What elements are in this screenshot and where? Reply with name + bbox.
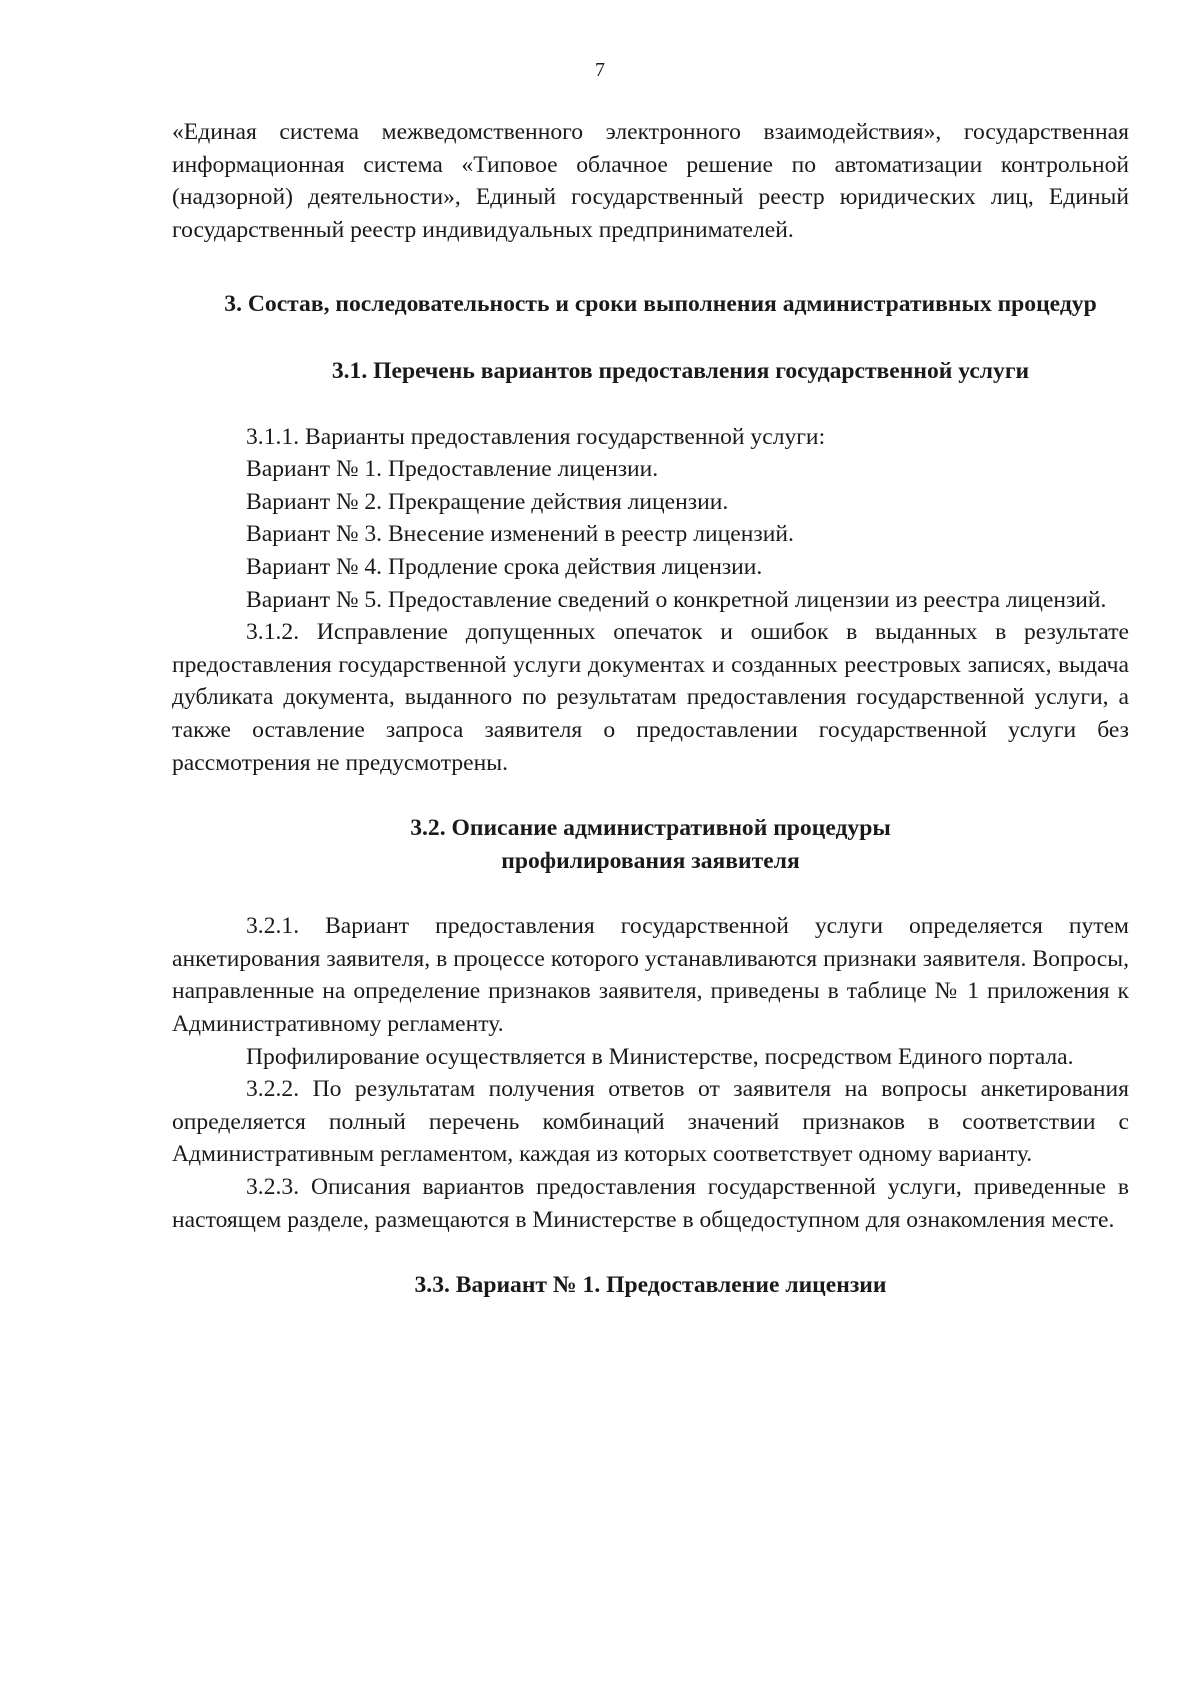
section-3-2-heading-line-2: профилирования заявителя xyxy=(501,847,800,874)
paragraph-3-2-1: 3.2.1. Вариант предоставления государственной услуги определяется путем анкетирования заявителя, в процессе которого устанавливаются признаки заявителя. Вопросы, направленные на определение признаков заявителя, приведены в таблице № 1 приложения к Административному регламенту. xyxy=(172,913,1129,1038)
page-number: 7 xyxy=(595,59,605,81)
section-3-2-heading-line-1: 3.2. Описание административной процедуры xyxy=(410,815,891,842)
document-body xyxy=(172,116,1129,1302)
paragraph-3-1-1: 3.1.1. Варианты предоставления государственной услуги: xyxy=(246,423,826,450)
variant-3-item: Вариант № 3. Внесение изменений в реестр лицензий. xyxy=(246,521,794,548)
section-3-1-heading: 3.1. Перечень вариантов предоставления государственной услуги xyxy=(331,357,1030,384)
paragraph-3-1-2: 3.1.2. Исправление допущенных опечаток и ошибок в выданных в результате предоставления государственной услуги документах и созданных реестровых записях, выдача дубликата документа, выданного по результатам предоставления государственной услуги, а также оставление запроса заявителя о предоставлении государственной услуги без рассмотрения не предусмотрены. xyxy=(172,619,1129,776)
paragraph-3-2-2: 3.2.2. По результатам получения ответов от заявителя на вопросы анкетирования определяется полный перечень комбинаций значений признаков в соответствии с Административным регламентом, каждая из которых соответствует одному варианту. xyxy=(172,1076,1129,1168)
section-3-heading: 3. Состав, последовательность и сроки выполнения административных процедур xyxy=(224,291,1097,318)
section-3-3-heading: 3.3. Вариант № 1. Предоставление лицензии xyxy=(414,1272,887,1299)
paragraph-profiling: Профилирование осуществляется в Министерстве, посредством Единого портала. xyxy=(246,1043,1074,1070)
paragraph-3-2-3: 3.2.3. Описания вариантов предоставления государственной услуги, приведенные в настоящем разделе, размещаются в Министерстве в общедоступном для ознакомления месте. xyxy=(172,1174,1129,1233)
intro-paragraph: «Единая система межведомственного электронного взаимодействия», государственная информационная система «Типовое облачное решение по автоматизации контрольной (надзорной) деятельности», Единый государственный реестр юридических лиц, Единый государственный реестр индивидуальных предпринимателей. xyxy=(172,119,1129,243)
section-3-1-body xyxy=(172,421,1129,780)
section-3-2-heading xyxy=(172,812,1129,877)
section-3-2-body xyxy=(172,910,1129,1236)
variant-1-item: Вариант № 1. Предоставление лицензии. xyxy=(246,456,659,483)
variant-2-item: Вариант № 2. Прекращение действия лицензии. xyxy=(246,488,729,515)
variant-5-item: Вариант № 5. Предоставление сведений о конкретной лицензии из реестра лицензий. xyxy=(246,586,1107,613)
variant-4-item: Вариант № 4. Продление срока действия лицензии. xyxy=(246,553,763,580)
